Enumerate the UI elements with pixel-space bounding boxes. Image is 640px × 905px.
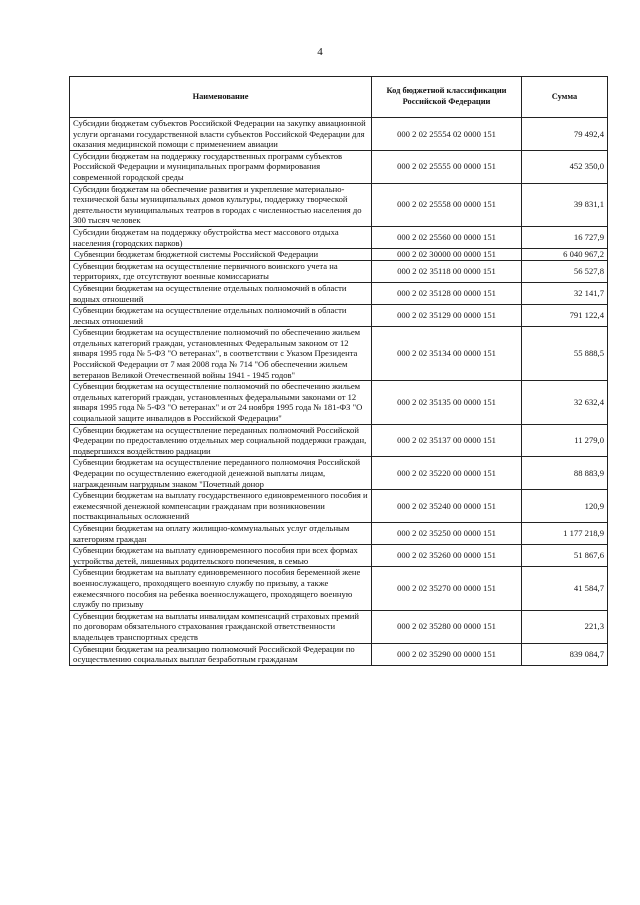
- row-sum-cell: 56 527,8: [522, 260, 608, 282]
- table-row: [70, 226, 608, 248]
- row-name-cell: Субвенции бюджетам на оплату жилищно-коммунальных услуг отдельным категориям граждан: [70, 522, 372, 544]
- table-row: [70, 249, 608, 261]
- row-code-cell: 000 2 02 25560 00 0000 151: [372, 226, 522, 248]
- row-sum-cell: 55 888,5: [522, 327, 608, 381]
- table-row: [70, 260, 608, 282]
- table-row: [70, 327, 608, 381]
- table-row: [70, 183, 608, 226]
- row-sum-cell: 791 122,4: [522, 305, 608, 327]
- row-sum-cell: 51 867,6: [522, 545, 608, 567]
- table-row: [70, 610, 608, 643]
- table-row: [70, 282, 608, 304]
- row-name-cell: Субвенции бюджетам на осуществление первичного воинского учета на территориях, где отсутствуют военные комиссариаты: [70, 260, 372, 282]
- row-name-cell: Субвенции бюджетам на реализацию полномочий Российской Федерации по осуществлению социальных выплат безработным гражданам: [70, 643, 372, 665]
- budget-table: [69, 76, 608, 666]
- row-sum-cell: 6 040 967,2: [522, 249, 608, 261]
- row-sum-cell: 11 279,0: [522, 424, 608, 457]
- header-code: Код бюджетной классификации Российской Федерации: [372, 77, 522, 118]
- table-row: [70, 490, 608, 523]
- row-code-cell: 000 2 02 35290 00 0000 151: [372, 643, 522, 665]
- row-sum-cell: 452 350,0: [522, 150, 608, 183]
- row-name-cell: Субвенции бюджетам на осуществление отдельных полномочий в области лесных отношений: [70, 305, 372, 327]
- row-name-cell: Субвенции бюджетам на выплату государственного единовременного пособия и ежемесячной денежной компенсации гражданам при возникновении поствакцинальных осложнений: [70, 490, 372, 523]
- row-sum-cell: 88 883,9: [522, 457, 608, 490]
- row-code-cell: 000 2 02 25554 02 0000 151: [372, 118, 522, 151]
- row-sum-cell: 39 831,1: [522, 183, 608, 226]
- row-code-cell: 000 2 02 35250 00 0000 151: [372, 522, 522, 544]
- row-name-cell: Субсидии бюджетам на обеспечение развития и укрепление материально-технической базы муниципальных домов культуры, поддержку творческой деятельности муниципальных театров в городах с численностью населения до 300 тысяч человек: [70, 183, 372, 226]
- row-name-cell: Субсидии бюджетам на поддержку государственных программ субъектов Российской Федерации и муниципальных программ формирования современной городской среды: [70, 150, 372, 183]
- row-code-cell: 000 2 02 25555 00 0000 151: [372, 150, 522, 183]
- row-name-cell: Субсидии бюджетам субъектов Российской Федерации на закупку авиационной услуги органами государственной власти субъектов Российской Федерации для оказания медицинской помощи с применением авиации: [70, 118, 372, 151]
- page-number: 4: [317, 46, 323, 58]
- row-code-cell: 000 2 02 35134 00 0000 151: [372, 327, 522, 381]
- row-sum-cell: 32 141,7: [522, 282, 608, 304]
- row-code-cell: 000 2 02 35240 00 0000 151: [372, 490, 522, 523]
- table-header-row: [70, 77, 608, 118]
- row-name-cell: Субсидии бюджетам на поддержку обустройства мест массового отдыха населения (городских парков): [70, 226, 372, 248]
- table-row: [70, 150, 608, 183]
- table-row: [70, 567, 608, 610]
- table-row: [70, 305, 608, 327]
- table-row: [70, 643, 608, 665]
- row-sum-cell: 120,9: [522, 490, 608, 523]
- row-name-cell: Субвенции бюджетам на осуществление отдельных полномочий в области водных отношений: [70, 282, 372, 304]
- table-row: [70, 424, 608, 457]
- table-row: [70, 545, 608, 567]
- row-name-cell: Субвенции бюджетам на выплату единовременного пособия беременной жене военнослужащего, проходящего военную службу по призыву, а также ежемесячного пособия на ребенка военнослужащего, проходящего военную службу по призыву: [70, 567, 372, 610]
- row-sum-cell: 221,3: [522, 610, 608, 643]
- header-sum: Сумма: [522, 77, 608, 118]
- table-row: [70, 457, 608, 490]
- row-name-cell: Субвенции бюджетам на осуществление переданных полномочий Российской Федерации по предоставлению отдельных мер социальной поддержки граждан, подвергшихся воздействию радиации: [70, 424, 372, 457]
- row-name-cell: Субвенции бюджетам бюджетной системы Российской Федерации: [70, 249, 372, 261]
- table-row: [70, 118, 608, 151]
- row-code-cell: 000 2 02 35137 00 0000 151: [372, 424, 522, 457]
- row-code-cell: 000 2 02 35260 00 0000 151: [372, 545, 522, 567]
- row-sum-cell: 1 177 218,9: [522, 522, 608, 544]
- row-code-cell: 000 2 02 35128 00 0000 151: [372, 282, 522, 304]
- table-row: [70, 381, 608, 424]
- row-sum-cell: 839 084,7: [522, 643, 608, 665]
- row-code-cell: 000 2 02 35270 00 0000 151: [372, 567, 522, 610]
- table-row: [70, 522, 608, 544]
- row-code-cell: 000 2 02 25558 00 0000 151: [372, 183, 522, 226]
- row-sum-cell: 16 727,9: [522, 226, 608, 248]
- row-code-cell: 000 2 02 30000 00 0000 151: [372, 249, 522, 261]
- row-name-cell: Субвенции бюджетам на осуществление полномочий по обеспечению жильем отдельных категорий граждан, установленных Федеральным законом от 12 января 1995 года № 5-ФЗ "О ветеранах", в соответствии с Указом Президента Российской Федерации от 7 мая 2008 года № 714 "Об обеспечении жильем ветеранов Великой Отечественной войны 1941 - 1945 годов": [70, 327, 372, 381]
- row-code-cell: 000 2 02 35129 00 0000 151: [372, 305, 522, 327]
- header-name: Наименование: [70, 77, 372, 118]
- row-name-cell: Субвенции бюджетам на выплаты инвалидам компенсаций страховых премий по договорам обязательного страхования гражданской ответственности владельцев транспортных средств: [70, 610, 372, 643]
- row-code-cell: 000 2 02 35118 00 0000 151: [372, 260, 522, 282]
- row-name-cell: Субвенции бюджетам на выплату единовременного пособия при всех формах устройства детей, лишенных родительского попечения, в семью: [70, 545, 372, 567]
- row-code-cell: 000 2 02 35280 00 0000 151: [372, 610, 522, 643]
- table-body: [70, 118, 608, 666]
- row-name-cell: Субвенции бюджетам на осуществление полномочий по обеспечению жильем отдельных категорий граждан, установленных федеральными законами от 12 января 1995 года № 5-ФЗ "О ветеранах" и от 24 ноября 1995 года № 181-ФЗ "О социальной защите инвалидов в Российской Федерации": [70, 381, 372, 424]
- row-code-cell: 000 2 02 35135 00 0000 151: [372, 381, 522, 424]
- row-name-cell: Субвенции бюджетам на осуществление переданного полномочия Российской Федерации по осуществлению ежегодной денежной выплаты лицам, награжденным нагрудным знаком "Почетный донор: [70, 457, 372, 490]
- row-sum-cell: 41 584,7: [522, 567, 608, 610]
- row-code-cell: 000 2 02 35220 00 0000 151: [372, 457, 522, 490]
- row-sum-cell: 32 632,4: [522, 381, 608, 424]
- row-sum-cell: 79 492,4: [522, 118, 608, 151]
